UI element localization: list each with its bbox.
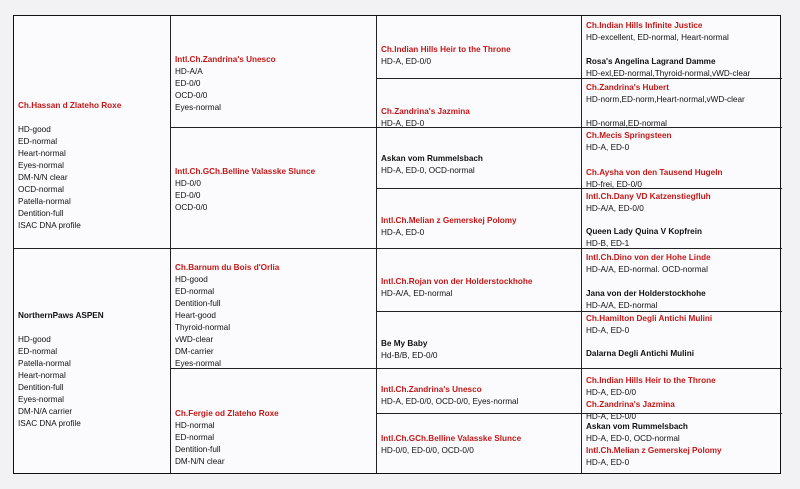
health-line: HD-A, ED-0/0 bbox=[586, 412, 637, 421]
great-grandparent-cell bbox=[377, 276, 581, 300]
dog-name: Intl.Ch.GCh.Belline Valasske Slunce bbox=[381, 434, 522, 443]
dog-name: Intl.Ch.Zandrina's Unesco bbox=[175, 55, 276, 64]
health-line: Dentition-full bbox=[175, 445, 221, 454]
health-line: HD-excellent, ED-normal, Heart-normal bbox=[586, 33, 729, 42]
dog-name: Intl.Ch.Dino von der Hohe Linde bbox=[586, 253, 711, 262]
dog-name: Ch.Indian Hills Infinite Justice bbox=[586, 21, 703, 30]
dog-name: Ch.Mecis Springsteen bbox=[586, 131, 672, 140]
health-line: HD-A, ED-0/0 bbox=[381, 57, 432, 66]
health-line: ED-normal bbox=[18, 347, 58, 356]
great-grandparent-cell bbox=[377, 44, 581, 68]
health-line: Heart-good bbox=[175, 311, 216, 320]
health-line: HD-A, ED-0 bbox=[381, 228, 425, 237]
grandparent-cell bbox=[171, 262, 376, 370]
health-line: Patella-normal bbox=[18, 359, 71, 368]
health-line: Eyes-normal bbox=[175, 359, 221, 368]
gen4-cell bbox=[582, 445, 782, 469]
dog-name: Dalarna Degli Antichi Mulini bbox=[586, 349, 694, 358]
health-line: Eyes-normal bbox=[18, 395, 64, 404]
health-line: DM-N/N clear bbox=[175, 457, 225, 466]
dog-name: Queen Lady Quina V Kopfrein bbox=[586, 227, 703, 236]
health-line: HD-A/A, ED-normal. OCD-normal bbox=[586, 265, 708, 274]
health-line: ISAC DNA profile bbox=[18, 221, 81, 230]
grandparent-cell bbox=[171, 408, 376, 468]
health-line: ISAC DNA profile bbox=[18, 419, 81, 428]
gen4-cell bbox=[582, 226, 782, 250]
health-line: ED-normal bbox=[175, 287, 215, 296]
dog-name: Be My Baby bbox=[381, 339, 428, 348]
dog-name: Intl.Ch.Dany VD Katzenstiegfluh bbox=[586, 192, 711, 201]
health-line: Dentition-full bbox=[18, 383, 64, 392]
health-line: HD-B, ED-1 bbox=[586, 239, 630, 248]
health-line: OCD-0/0 bbox=[175, 203, 208, 212]
dog-name: Ch.Indian Hills Heir to the Throne bbox=[586, 376, 716, 385]
gen4-cell bbox=[582, 167, 782, 191]
health-line: DM-N/N clear bbox=[18, 173, 68, 182]
dog-name: Ch.Zandrina's Jazmina bbox=[586, 400, 675, 409]
dog-name: Intl.Ch.Zandrina's Unesco bbox=[381, 385, 482, 394]
health-line: ED-0/0 bbox=[175, 79, 201, 88]
health-line: HD-A, ED-0 bbox=[586, 458, 630, 467]
health-line: Patella-normal bbox=[18, 197, 71, 206]
dog-name: Intl.Ch.Melian z Gemerskej Polomy bbox=[381, 216, 517, 225]
health-line: HD-A, ED-0/0, OCD-0/0, Eyes-normal bbox=[381, 397, 519, 406]
health-line: Thyroid-normal bbox=[175, 323, 231, 332]
dog-name: Ch.Fergie od Zlateho Roxe bbox=[175, 409, 279, 418]
dog-name: Intl.Ch.Melian z Gemerskej Polomy bbox=[586, 446, 722, 455]
health-line: HD-normal bbox=[175, 421, 215, 430]
great-grandparent-cell bbox=[377, 338, 581, 362]
grandparent-cell bbox=[171, 166, 376, 214]
health-line: HD-good bbox=[18, 335, 51, 344]
health-line: vWD-clear bbox=[175, 335, 214, 344]
dog-name: Intl.Ch.GCh.Belline Valasske Slunce bbox=[175, 167, 316, 176]
health-line: OCD-normal bbox=[18, 185, 64, 194]
gen4-cell bbox=[582, 348, 782, 360]
gen4-cell bbox=[582, 252, 782, 276]
great-grandparent-cell bbox=[377, 106, 581, 130]
dog-name: Jana von der Holderstockhohe bbox=[586, 289, 706, 298]
dog-name: Ch.Zandrina's Hubert bbox=[586, 83, 669, 92]
gen4-cell bbox=[582, 288, 782, 312]
dog-name: Ch.Zandrina's Jazmina bbox=[381, 107, 470, 116]
health-line: HD-0/0, ED-0/0, OCD-0/0 bbox=[381, 446, 474, 455]
gen4-cell bbox=[582, 399, 782, 423]
health-line: ED-0/0 bbox=[175, 191, 201, 200]
health-line: HD-A, ED-0, OCD-normal bbox=[381, 166, 475, 175]
health-line: HD-good bbox=[18, 125, 51, 134]
health-line: HD-0/0 bbox=[175, 179, 201, 188]
gen4-cell bbox=[582, 118, 782, 130]
health-line: HD-A, ED-0/0 bbox=[586, 388, 637, 397]
gen4-cell bbox=[582, 130, 782, 154]
health-line: Eyes-normal bbox=[18, 161, 64, 170]
health-line: DM-N/A carrier bbox=[18, 407, 73, 416]
dog-name: Ch.Barnum du Bois d'Orlia bbox=[175, 263, 280, 272]
sire-name: Ch.Hassan d Zlateho Roxe bbox=[18, 101, 122, 110]
great-grandparent-cell bbox=[377, 215, 581, 239]
gen4-cell bbox=[582, 20, 782, 44]
health-line: HD-frei, ED-0/0 bbox=[586, 180, 642, 189]
health-line: Eyes-normal bbox=[175, 103, 221, 112]
gen4-cell bbox=[582, 421, 782, 445]
dog-name: Askan vom Rummelsbach bbox=[381, 154, 483, 163]
dam-cell bbox=[14, 310, 170, 430]
health-line: Dentition-full bbox=[18, 209, 64, 218]
pedigree-table bbox=[13, 15, 781, 474]
gen4-cell bbox=[582, 56, 782, 80]
health-line: HD-normal,ED-normal bbox=[586, 119, 667, 128]
health-line: OCD-0/0 bbox=[175, 91, 208, 100]
dog-name: Ch.Aysha von den Tausend Hugeln bbox=[586, 168, 723, 177]
great-grandparent-cell bbox=[377, 153, 581, 177]
health-line: HD-A, ED-0 bbox=[381, 119, 425, 128]
health-line: ED-normal bbox=[175, 433, 215, 442]
dog-name: Askan vom Rummelsbach bbox=[586, 422, 688, 431]
health-line: HD-exl,ED-normal,Thyroid-normal,vWD-clear bbox=[586, 69, 751, 78]
gen4-cell bbox=[582, 82, 782, 106]
health-line: Heart-normal bbox=[18, 371, 66, 380]
health-line: HD-A/A, ED-0/0 bbox=[586, 204, 644, 213]
grandparent-cell bbox=[171, 54, 376, 114]
health-line: Hd-B/B, ED-0/0 bbox=[381, 351, 438, 360]
dog-name: Ch.Hamilton Degli Antichi Mulini bbox=[586, 314, 713, 323]
gen4-cell bbox=[582, 313, 782, 337]
dam-name: NorthernPaws ASPEN bbox=[18, 311, 104, 320]
health-line: HD-A/A bbox=[175, 67, 203, 76]
sire-cell bbox=[14, 100, 170, 232]
health-line: HD-norm,ED-norm,Heart-normal,vWD-clear bbox=[586, 95, 745, 104]
dog-name: Intl.Ch.Rojan von der Holderstockhohe bbox=[381, 277, 533, 286]
health-line: HD-A, ED-0 bbox=[586, 143, 630, 152]
dog-name: Rosa's Angelina Lagrand Damme bbox=[586, 57, 716, 66]
great-grandparent-cell bbox=[377, 384, 581, 408]
gen4-cell bbox=[582, 191, 782, 215]
gen4-cell bbox=[582, 375, 782, 399]
health-line: Heart-normal bbox=[18, 149, 66, 158]
health-line: HD-A/A, ED-normal bbox=[381, 289, 453, 298]
health-line: HD-good bbox=[175, 275, 208, 284]
dog-name: Ch.Indian Hills Heir to the Throne bbox=[381, 45, 511, 54]
great-grandparent-cell bbox=[377, 433, 581, 457]
health-line: ED-normal bbox=[18, 137, 58, 146]
health-line: HD-A/A, ED-normal bbox=[586, 301, 658, 310]
health-line: HD-A, ED-0, OCD-normal bbox=[586, 434, 680, 443]
health-line: Dentition-full bbox=[175, 299, 221, 308]
health-line: HD-A, ED-0 bbox=[586, 326, 630, 335]
health-line: DM-carrier bbox=[175, 347, 214, 356]
